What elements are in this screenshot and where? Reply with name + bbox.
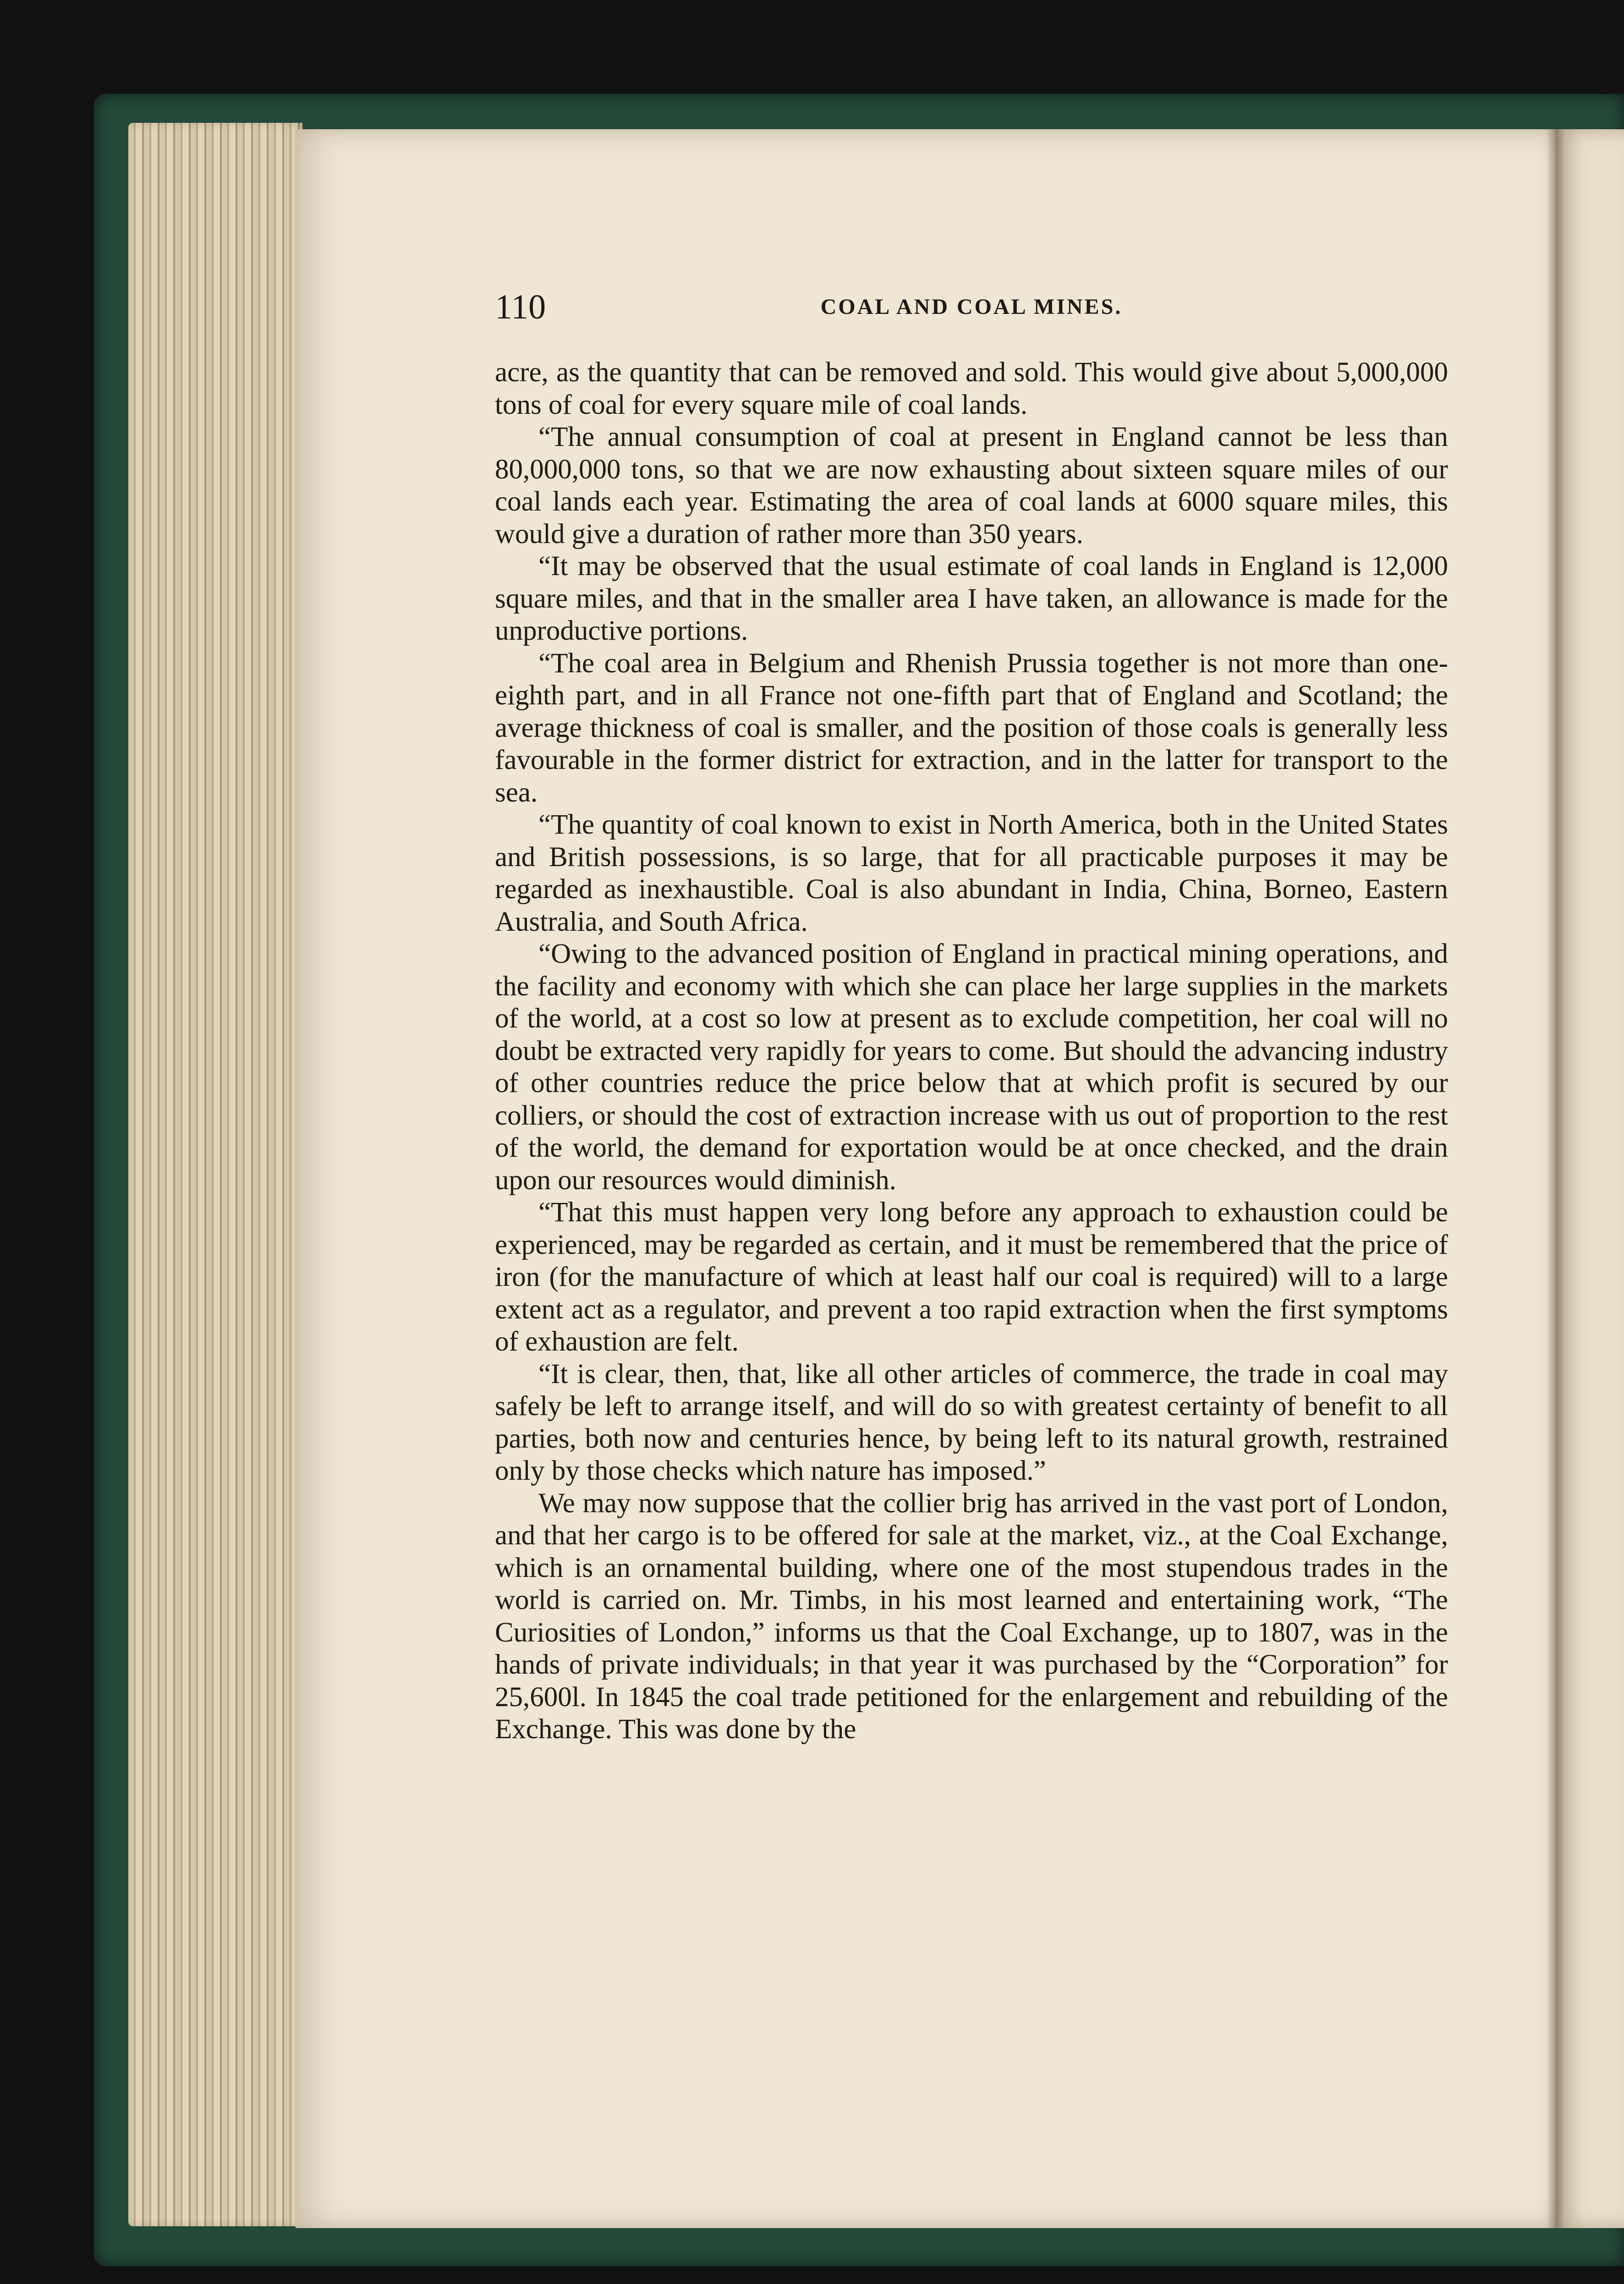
running-head: COAL AND COAL MINES. [820,295,1123,319]
page-edges [128,123,302,2226]
paragraph: acre, as the quantity that can be removed and sold. This would give about 5,000,000 tons of coal for every square mile of coal lands. [495,357,1448,420]
paragraph: “That this must happen very long before any approach to exhaustion could be experienced, may be regarded as certain, and it must be remembered that the price of iron (for the manufacture of which at least half our coal is required) will to a large extent act as a regulator, and prevent a too rapid extraction when the first symptoms of exhaustion are felt. [495,1197,1448,1357]
paragraph: “The annual consumption of coal at present in England cannot be less than 80,000,000 tons, so that we are now exhausting about sixteen square miles of our coal lands each year. Estimating the area of coal lands at 6000 square miles, this would give a duration of rather more than 350 years. [495,422,1448,549]
page-gutter [1547,129,1565,2228]
paragraph: “The quantity of coal known to exist in North America, both in the United States and British possessions, is so large, that for all practicable purposes it may be regarded as inexhaustible. Coal is also abundant in India, China, Borneo, Eastern Australia, and South Africa. [495,809,1448,937]
paragraph: “Owing to the advanced position of England in practical mining operations, and the facility and economy with which she can place her large supplies in the markets of the world, at a cost so low at present as to exclude competition, her coal will no doubt be extracted very rapidly for years to come. But should the advancing industry of other countries reduce the price below that at which profit is secured by our colliers, or should the cost of extraction increase with us out of proportion to the rest of the world, the demand for exportation would be at once checked, and the drain upon our resources would diminish. [495,939,1448,1196]
paragraph: “The coal area in Belgium and Rhenish Prussia together is not more than one-eighth part, and in all France not one-fifth part that of England and Scotland; the average thickness of coal is smaller, and the position of those coals is generally less favourable in the former district for extraction, and in the latter for transport to the sea. [495,648,1448,808]
paragraph: “It may be observed that the usual estimate of coal lands in England is 12,000 square miles, and that in the smaller area I have taken, an allowance is made for the unproductive portions. [495,551,1448,646]
page-number: 110 [495,288,546,326]
page-header [495,284,1448,330]
paragraph: We may now suppose that the collier brig has arrived in the vast port of London, and that her cargo is to be offered for sale at the market, viz., at the Coal Exchange, which is an ornamental building, where one of the most stupendous trades in the world is carried on. Mr. Timbs, in his most learned and entertaining work, “The Curiosities of London,” informs us that the Coal Exchange, up to 1807, was in the hands of private individuals; in that year it was purchased by the “Corporation” for 25,600l. In 1845 the coal trade petitioned for the enlargement and rebuilding of the Exchange. This was done by the [495,1488,1448,1745]
body-text [495,357,1448,1746]
facing-page [1556,129,1624,2228]
paragraph: “It is clear, then, that, like all other articles of commerce, the trade in coal may safely be left to arrange itself, and will do so with greatest certainty of benefit to all parties, both now and centuries hence, by being left to its natural growth, restrained only by those checks which nature has imposed.” [495,1358,1448,1486]
